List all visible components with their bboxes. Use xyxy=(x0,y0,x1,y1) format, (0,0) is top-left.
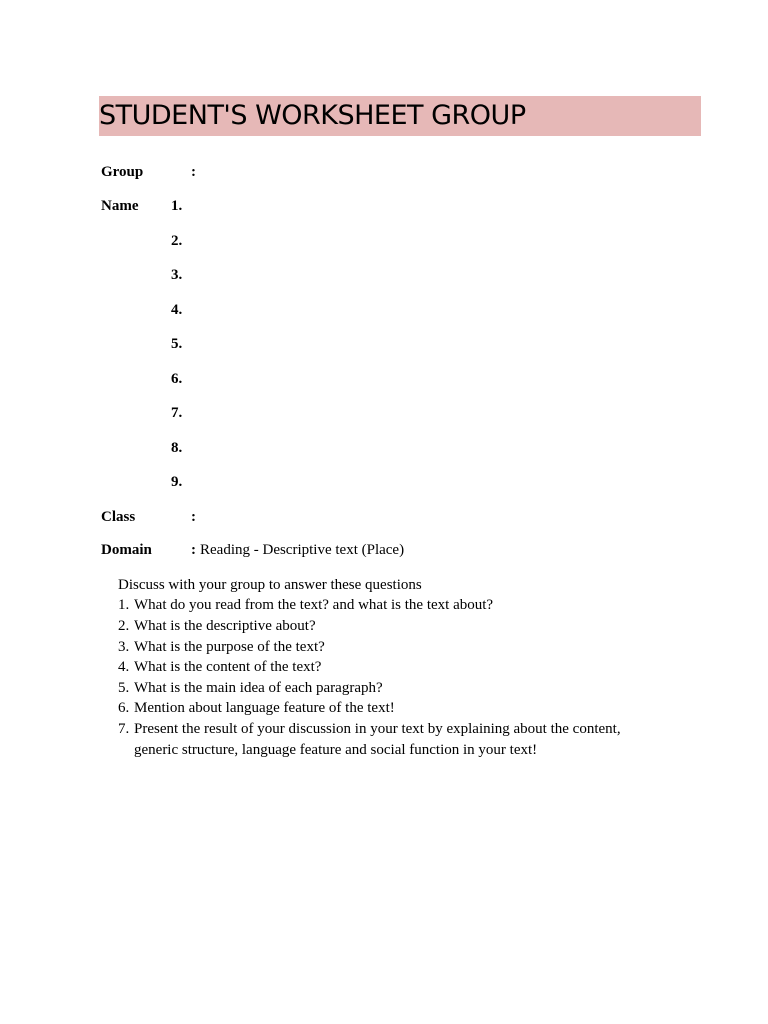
question-number: 2. xyxy=(118,618,130,634)
question-text: Present the result of your discussion in your text by explaining about the content, xyxy=(134,721,621,737)
question-text: What do you read from the text? and what is the text about? xyxy=(134,597,494,613)
question-number: 1. xyxy=(118,597,130,613)
class-separator: : xyxy=(191,509,196,525)
group-separator: : xyxy=(191,164,196,180)
questions-intro: Discuss with your group to answer these questions xyxy=(118,577,422,593)
class-label: Class xyxy=(101,509,136,525)
question-text: What is the content of the text? xyxy=(134,659,322,675)
domain-separator: : xyxy=(191,542,196,558)
group-label: Group xyxy=(101,164,144,180)
name-number: 3. xyxy=(171,267,183,283)
domain-label: Domain xyxy=(101,542,152,558)
question-number: 3. xyxy=(118,639,130,655)
name-number: 5. xyxy=(171,336,183,352)
name-number: 4. xyxy=(171,302,183,318)
question-number: 7. xyxy=(118,721,130,737)
question-number: 6. xyxy=(118,700,130,716)
name-number: 6. xyxy=(171,371,183,387)
name-number: 1. xyxy=(171,198,183,214)
name-label: Name xyxy=(101,198,139,214)
title-banner xyxy=(99,96,701,136)
question-number: 5. xyxy=(118,680,130,696)
question-text: What is the descriptive about? xyxy=(134,618,316,634)
domain-value: Reading - Descriptive text (Place) xyxy=(200,542,405,558)
name-number: 9. xyxy=(171,474,183,490)
question-text: What is the purpose of the text? xyxy=(134,639,325,655)
question-text: Mention about language feature of the text! xyxy=(134,700,395,716)
question-text: What is the main idea of each paragraph? xyxy=(134,680,383,696)
name-number: 8. xyxy=(171,440,183,456)
question-number: 4. xyxy=(118,659,130,675)
name-number: 7. xyxy=(171,405,183,421)
name-number: 2. xyxy=(171,233,183,249)
question-continuation: generic structure, language feature and social function in your text! xyxy=(134,742,538,758)
worksheet-title: STUDENT'S WORKSHEET GROUP xyxy=(99,100,526,131)
